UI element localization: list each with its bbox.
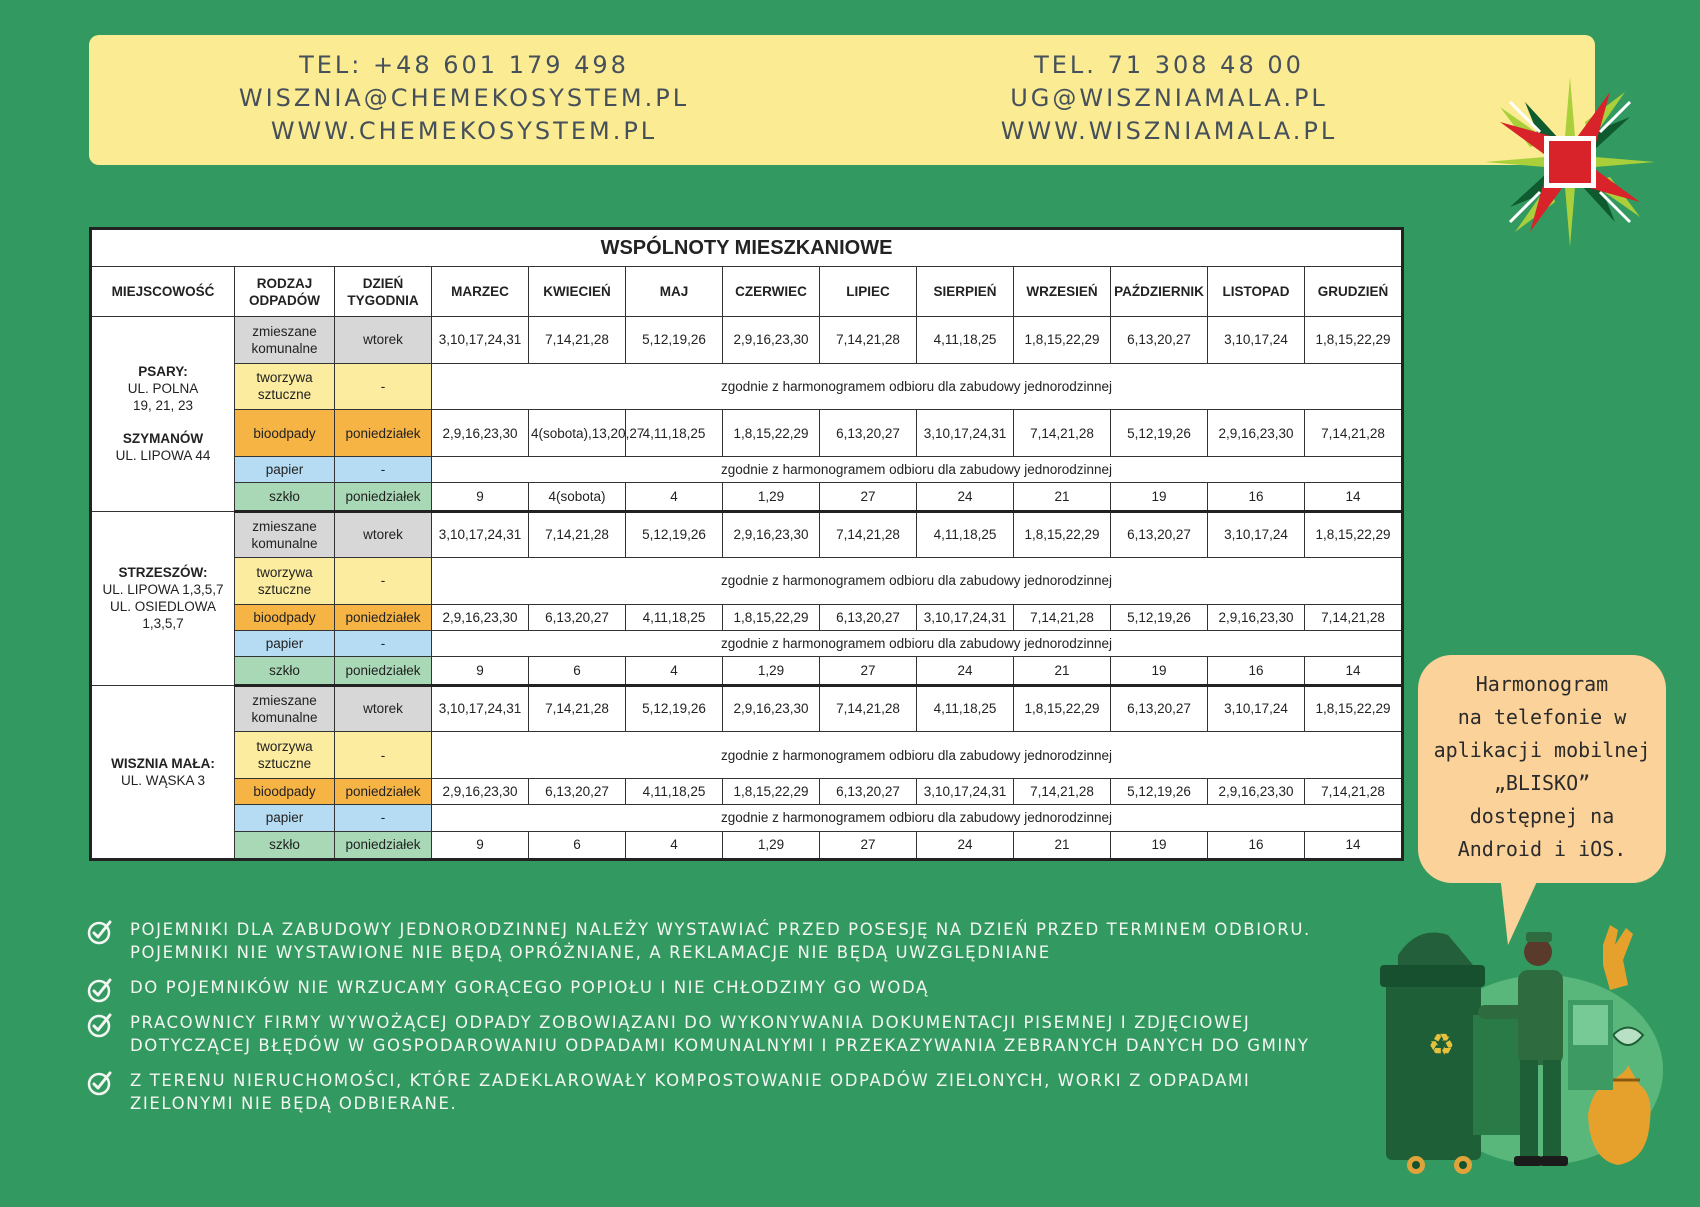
- date-cell: 27: [820, 831, 917, 859]
- waste-type-cell: bioodpady: [235, 778, 335, 804]
- location-cell: [91, 511, 235, 685]
- table-row: [91, 657, 1403, 685]
- header-october: PAŹDZIERNIK: [1111, 267, 1208, 317]
- check-circle-icon: [86, 1069, 114, 1097]
- header-april: KWIECIEŃ: [529, 267, 626, 317]
- date-cell: 4,11,18,25: [917, 511, 1014, 558]
- date-cell: 5,12,19,26: [626, 685, 723, 732]
- date-cell: 7,14,21,28: [1305, 778, 1403, 804]
- date-cell: 1,8,15,22,29: [1014, 685, 1111, 732]
- note-line: DOTYCZĄCEJ BŁĘDÓW W GOSPODAROWANIU ODPADAMI KOMUNALNYMI I PRZEKAZYWANIA ZEBRANYCH DANYCH DO GMINY: [130, 1036, 1310, 1055]
- location-cell: [91, 317, 235, 511]
- contact-operator: [219, 49, 709, 148]
- weekday-cell: poniedziałek: [335, 657, 432, 685]
- date-cell: 2,9,16,23,30: [432, 778, 529, 804]
- bubble-line: Android i iOS.: [1457, 837, 1627, 861]
- schedule-note-cell: zgodnie z harmonogramem odbioru dla zabudowy jednorodzinnej: [432, 732, 1403, 779]
- location-cell: [91, 685, 235, 859]
- logo-star-icon: [1480, 70, 1660, 255]
- date-cell: 1,8,15,22,29: [723, 778, 820, 804]
- table-row: [91, 363, 1403, 410]
- check-circle-icon: [86, 918, 114, 946]
- date-cell: 6,13,20,27: [820, 410, 917, 457]
- waste-type-cell: papier: [235, 805, 335, 831]
- location-address: UL. LIPOWA 1,3,5,7: [102, 582, 224, 598]
- table-row: [91, 558, 1403, 605]
- location-name: WISZNIA MAŁA:: [111, 755, 215, 771]
- date-cell: 3,10,17,24,31: [917, 778, 1014, 804]
- contact-bar: [89, 35, 1595, 165]
- date-cell: 3,10,17,24,31: [432, 317, 529, 364]
- weekday-cell: wtorek: [335, 685, 432, 732]
- bubble-line: Harmonogram: [1475, 672, 1609, 696]
- location-name: STRZESZÓW:: [118, 565, 208, 581]
- date-cell: 5,12,19,26: [1111, 778, 1208, 804]
- table-row: [91, 317, 1403, 364]
- operator-website: WWW.CHEMEKOSYSTEM.PL: [270, 117, 658, 145]
- date-cell: 21: [1014, 483, 1111, 511]
- municipality-email: UG@WISZNIAMALA.PL: [1010, 84, 1328, 112]
- header-december: GRUDZIEŃ: [1305, 267, 1403, 317]
- header-may: MAJ: [626, 267, 723, 317]
- date-cell: 7,14,21,28: [529, 511, 626, 558]
- date-cell: 7,14,21,28: [1014, 410, 1111, 457]
- weekday-cell: poniedziałek: [335, 483, 432, 511]
- note-item: [86, 1011, 1386, 1057]
- table-row: [91, 805, 1403, 831]
- date-cell: 7,14,21,28: [1014, 778, 1111, 804]
- header-november: LISTOPAD: [1208, 267, 1305, 317]
- date-cell: 3,10,17,24,31: [432, 511, 529, 558]
- waste-type-cell: zmieszane komunalne: [235, 317, 335, 364]
- date-cell: 4: [626, 657, 723, 685]
- date-cell: 4,11,18,25: [626, 778, 723, 804]
- date-cell: 4,11,18,25: [626, 410, 723, 457]
- location-address: UL. OSIEDLOWA: [109, 599, 217, 615]
- date-cell: 7,14,21,28: [1305, 410, 1403, 457]
- date-cell: 6,13,20,27: [820, 778, 917, 804]
- notes-list: [86, 918, 1386, 1127]
- date-cell: 3,10,17,24,31: [917, 604, 1014, 630]
- weekday-cell: poniedziałek: [335, 778, 432, 804]
- table-row: [91, 410, 1403, 457]
- date-cell: 6,13,20,27: [529, 778, 626, 804]
- header-march: MARZEC: [432, 267, 529, 317]
- weekday-cell: -: [335, 363, 432, 410]
- location-address: UL. POLNA: [127, 381, 199, 397]
- date-cell: 3,10,17,24: [1208, 685, 1305, 732]
- bubble-line: na telefonie w: [1457, 705, 1627, 729]
- table-row: [91, 483, 1403, 511]
- bubble-line: dostępnej na: [1469, 804, 1615, 828]
- header-august: SIERPIEŃ: [917, 267, 1014, 317]
- waste-type-cell: papier: [235, 631, 335, 657]
- header-location: MIEJSCOWOŚĆ: [91, 267, 235, 317]
- date-cell: 19: [1111, 657, 1208, 685]
- header-weekday: DZIEŃ TYGODNIA: [335, 267, 432, 317]
- date-cell: 2,9,16,23,30: [1208, 410, 1305, 457]
- note-line: PRACOWNICY FIRMY WYWOŻĄCEJ ODPADY ZOBOWIĄZANI DO WYKONYWANIA DOKUMENTACJI PISEMNEJ I ZDJĘCIOWEJ: [130, 1013, 1251, 1032]
- date-cell: 1,8,15,22,29: [1305, 685, 1403, 732]
- date-cell: 1,8,15,22,29: [1014, 511, 1111, 558]
- date-cell: 1,8,15,22,29: [723, 410, 820, 457]
- location-address: 19, 21, 23: [132, 398, 194, 414]
- note-line: POJEMNIKI DLA ZABUDOWY JEDNORODZINNEJ NALEŻY WYSTAWIAĆ PRZED POSESJĘ NA DZIEŃ PRZED TERMINEM ODBIORU.: [130, 920, 1311, 939]
- weekday-cell: -: [335, 558, 432, 605]
- date-cell: 7,14,21,28: [1305, 604, 1403, 630]
- date-cell: 16: [1208, 483, 1305, 511]
- date-cell: 4: [626, 831, 723, 859]
- note-item: [86, 976, 1386, 999]
- table-row: [91, 685, 1403, 732]
- date-cell: 9: [432, 831, 529, 859]
- date-cell: 24: [917, 657, 1014, 685]
- app-info-text: [1420, 668, 1664, 866]
- date-cell: 4,11,18,25: [917, 317, 1014, 364]
- operator-email: WISZNIA@CHEMEKOSYSTEM.PL: [238, 84, 690, 112]
- date-cell: 14: [1305, 831, 1403, 859]
- date-cell: 2,9,16,23,30: [1208, 778, 1305, 804]
- date-cell: 2,9,16,23,30: [723, 685, 820, 732]
- date-cell: 5,12,19,26: [626, 317, 723, 364]
- waste-worker-illustration: [1378, 920, 1668, 1175]
- date-cell: 7,14,21,28: [529, 685, 626, 732]
- table-header-row: [91, 267, 1403, 317]
- location-name: PSARY:: [138, 364, 188, 380]
- location-name: SZYMANÓW: [122, 431, 204, 447]
- weekday-cell: poniedziałek: [335, 410, 432, 457]
- date-cell: 1,29: [723, 483, 820, 511]
- location-address: UL. WĄSKA 3: [120, 772, 206, 788]
- bubble-line: „BLISKO”: [1493, 771, 1591, 795]
- weekday-cell: wtorek: [335, 317, 432, 364]
- date-cell: 19: [1111, 831, 1208, 859]
- svg-text:♻: ♻: [1428, 1028, 1455, 1063]
- table-row: [91, 778, 1403, 804]
- date-cell: 14: [1305, 657, 1403, 685]
- note-line: Z TERENU NIERUCHOMOŚCI, KTÓRE ZADEKLAROWAŁY KOMPOSTOWANIE ODPADÓW ZIELONYCH, WORKI Z ODPADAMI: [130, 1071, 1251, 1090]
- schedule-note-cell: zgodnie z harmonogramem odbioru dla zabudowy jednorodzinnej: [432, 558, 1403, 605]
- table-row: [91, 604, 1403, 630]
- date-cell: 3,10,17,24: [1208, 317, 1305, 364]
- note-line: POJEMNIKI NIE WYSTAWIONE NIE BĘDĄ OPRÓŻNIANE, A REKLAMACJE NIE BĘDĄ UWZGLĘDNIANE: [130, 943, 1051, 962]
- municipality-website: WWW.WISZNIAMALA.PL: [1000, 117, 1338, 145]
- header-september: WRZESIEŃ: [1014, 267, 1111, 317]
- date-cell: 27: [820, 657, 917, 685]
- date-cell: 1,8,15,22,29: [1014, 317, 1111, 364]
- waste-type-cell: zmieszane komunalne: [235, 685, 335, 732]
- date-cell: 4,11,18,25: [917, 685, 1014, 732]
- waste-type-cell: szkło: [235, 831, 335, 859]
- date-cell: 6,13,20,27: [1111, 317, 1208, 364]
- date-cell: 6: [529, 831, 626, 859]
- municipality-phone: TEL. 71 308 48 00: [1034, 51, 1304, 79]
- table-row: [91, 511, 1403, 558]
- note-line: DO POJEMNIKÓW NIE WRZUCAMY GORĄCEGO POPIOŁU I NIE CHŁODZIMY GO WODĄ: [130, 978, 929, 997]
- date-cell: 21: [1014, 657, 1111, 685]
- schedule-note-cell: zgodnie z harmonogramem odbioru dla zabudowy jednorodzinnej: [432, 631, 1403, 657]
- date-cell: 7,14,21,28: [529, 317, 626, 364]
- date-cell: 7,14,21,28: [820, 317, 917, 364]
- waste-type-cell: szkło: [235, 657, 335, 685]
- weekday-cell: -: [335, 631, 432, 657]
- table-row: [91, 831, 1403, 859]
- date-cell: 1,29: [723, 831, 820, 859]
- date-cell: 4(sobota),13,20,27: [529, 410, 626, 457]
- schedule-note-cell: zgodnie z harmonogramem odbioru dla zabudowy jednorodzinnej: [432, 805, 1403, 831]
- date-cell: 6,13,20,27: [1111, 511, 1208, 558]
- table-row: [91, 456, 1403, 482]
- operator-phone: TEL: +48 601 179 498: [299, 51, 629, 79]
- header-july: LIPIEC: [820, 267, 917, 317]
- date-cell: 1,8,15,22,29: [1305, 317, 1403, 364]
- date-cell: 1,8,15,22,29: [723, 604, 820, 630]
- date-cell: 4: [626, 483, 723, 511]
- table-row: [91, 631, 1403, 657]
- check-circle-icon: [86, 1011, 114, 1039]
- weekday-cell: -: [335, 732, 432, 779]
- schedule-table: [89, 227, 1404, 861]
- date-cell: 3,10,17,24: [1208, 511, 1305, 558]
- date-cell: 2,9,16,23,30: [1208, 604, 1305, 630]
- weekday-cell: -: [335, 456, 432, 482]
- date-cell: 3,10,17,24,31: [917, 410, 1014, 457]
- schedule-note-cell: zgodnie z harmonogramem odbioru dla zabudowy jednorodzinnej: [432, 456, 1403, 482]
- schedule-note-cell: zgodnie z harmonogramem odbioru dla zabudowy jednorodzinnej: [432, 363, 1403, 410]
- waste-type-cell: bioodpady: [235, 410, 335, 457]
- date-cell: 4,11,18,25: [626, 604, 723, 630]
- date-cell: 3,10,17,24,31: [432, 685, 529, 732]
- date-cell: 2,9,16,23,30: [723, 511, 820, 558]
- weekday-cell: -: [335, 805, 432, 831]
- date-cell: 2,9,16,23,30: [432, 410, 529, 457]
- date-cell: 9: [432, 483, 529, 511]
- date-cell: 6,13,20,27: [529, 604, 626, 630]
- date-cell: 5,12,19,26: [1111, 604, 1208, 630]
- date-cell: 24: [917, 483, 1014, 511]
- bubble-line: aplikacji mobilnej: [1433, 738, 1651, 762]
- date-cell: 7,14,21,28: [820, 511, 917, 558]
- location-address: UL. LIPOWA 44: [115, 448, 211, 464]
- date-cell: 1,29: [723, 657, 820, 685]
- waste-type-cell: tworzywa sztuczne: [235, 363, 335, 410]
- date-cell: 7,14,21,28: [1014, 604, 1111, 630]
- waste-type-cell: bioodpady: [235, 604, 335, 630]
- date-cell: 6,13,20,27: [820, 604, 917, 630]
- date-cell: 2,9,16,23,30: [432, 604, 529, 630]
- waste-type-cell: tworzywa sztuczne: [235, 732, 335, 779]
- date-cell: 4(sobota): [529, 483, 626, 511]
- weekday-cell: poniedziałek: [335, 831, 432, 859]
- date-cell: 7,14,21,28: [820, 685, 917, 732]
- note-item: [86, 918, 1386, 964]
- waste-type-cell: tworzywa sztuczne: [235, 558, 335, 605]
- location-address: 1,3,5,7: [142, 616, 184, 632]
- date-cell: 2,9,16,23,30: [723, 317, 820, 364]
- date-cell: 6: [529, 657, 626, 685]
- date-cell: 9: [432, 657, 529, 685]
- date-cell: 16: [1208, 831, 1305, 859]
- date-cell: 21: [1014, 831, 1111, 859]
- weekday-cell: poniedziałek: [335, 604, 432, 630]
- date-cell: 6,13,20,27: [1111, 685, 1208, 732]
- date-cell: 19: [1111, 483, 1208, 511]
- note-line: ZIELONYMI NIE BĘDĄ ODBIERANE.: [130, 1094, 458, 1113]
- waste-type-cell: zmieszane komunalne: [235, 511, 335, 558]
- date-cell: 24: [917, 831, 1014, 859]
- header-waste-type: RODZAJ ODPADÓW: [235, 267, 335, 317]
- date-cell: 14: [1305, 483, 1403, 511]
- weekday-cell: wtorek: [335, 511, 432, 558]
- waste-type-cell: papier: [235, 456, 335, 482]
- date-cell: 5,12,19,26: [1111, 410, 1208, 457]
- header-june: CZERWIEC: [723, 267, 820, 317]
- note-item: [86, 1069, 1386, 1115]
- date-cell: 1,8,15,22,29: [1305, 511, 1403, 558]
- table-title: WSPÓLNOTY MIESZKANIOWE: [91, 229, 1403, 267]
- date-cell: 5,12,19,26: [626, 511, 723, 558]
- date-cell: 27: [820, 483, 917, 511]
- check-circle-icon: [86, 976, 114, 1004]
- waste-type-cell: szkło: [235, 483, 335, 511]
- contact-municipality: [959, 49, 1379, 148]
- table-row: [91, 732, 1403, 779]
- date-cell: 16: [1208, 657, 1305, 685]
